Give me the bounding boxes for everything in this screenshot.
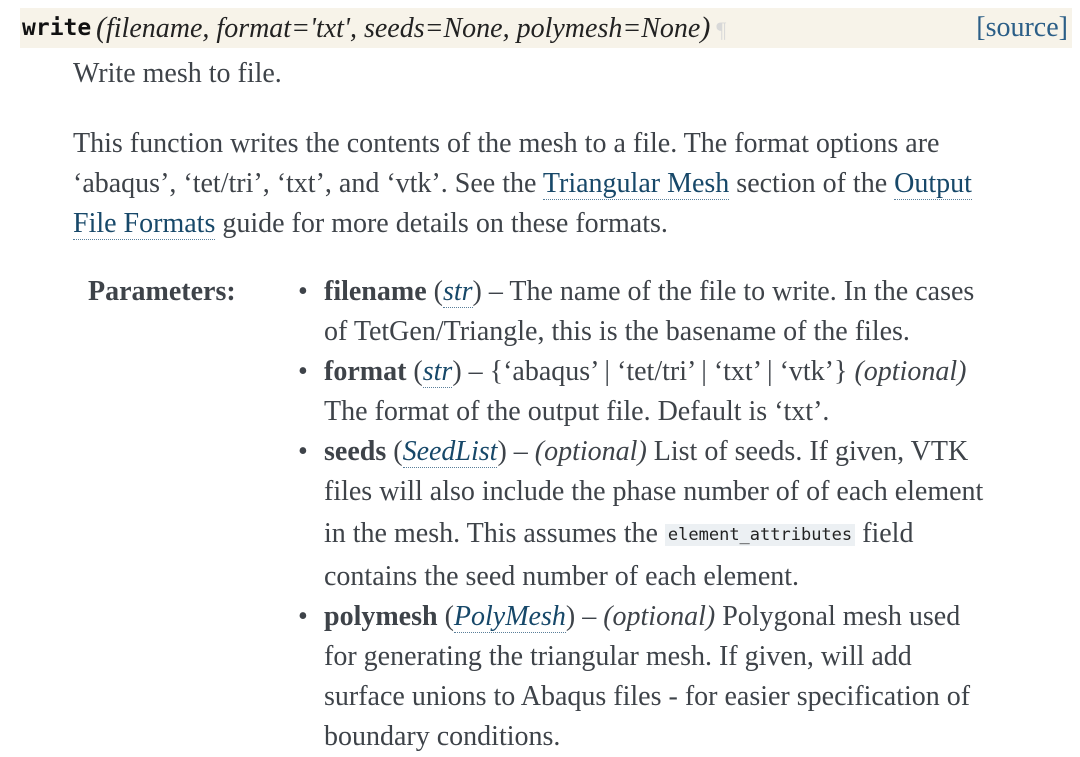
- param-description-line-4: contains the seed number of each element.: [324, 561, 800, 592]
- description-paragraph: [73, 124, 1073, 244]
- description-line-2: [73, 164, 1073, 204]
- function-name: write: [22, 15, 92, 41]
- param-line: [324, 432, 1078, 472]
- description-line-3: [73, 204, 1073, 244]
- param-description-line-2: files will also include the phase number of of each element: [324, 476, 984, 507]
- param-name: polymesh: [324, 601, 438, 632]
- optional-label: (optional): [854, 356, 967, 387]
- description-line-2-mid: section of the: [729, 168, 895, 199]
- optional-label: (optional): [534, 436, 647, 467]
- param-description: Polygonal mesh used: [715, 601, 961, 632]
- param-open-paren: (: [426, 276, 443, 307]
- param-description-line-2: The format of the output file. Default is ‘txt’.: [324, 396, 830, 427]
- param-type-link[interactable]: SeedList: [402, 436, 498, 467]
- parameters-list: [298, 272, 1078, 757]
- param-open-paren: (: [437, 601, 454, 632]
- param-description: – The name of the file to write. In the cases: [481, 276, 975, 307]
- param-description-line-4: boundary conditions.: [324, 721, 561, 752]
- param-open-paren: (: [386, 436, 403, 467]
- element-attributes-code: element_attributes: [665, 524, 855, 546]
- param-description-line-3: surface unions to Abaqus files - for easier specification of: [324, 681, 971, 712]
- param-name: seeds: [324, 436, 387, 467]
- param-type-link[interactable]: str: [422, 356, 453, 387]
- summary-text: Write mesh to file.: [73, 58, 282, 89]
- param-line: [324, 597, 1078, 637]
- param-description-line-3: [324, 512, 1078, 557]
- param-description-line-3-post: field: [855, 518, 914, 549]
- description-line-1: This function writes the contents of the mesh to a file. The format options are: [73, 128, 940, 159]
- param-type-link[interactable]: str: [442, 276, 473, 307]
- signature-params: [96, 8, 726, 50]
- param-description-line-2: of TetGen/Triangle, this is the basename of the files.: [324, 316, 910, 347]
- source-link[interactable]: [source]: [976, 12, 1068, 43]
- param-close-paren: ): [497, 436, 507, 467]
- parameter-item-seeds: [298, 432, 1078, 597]
- signature-params-text: filename, format='txt', seeds=None, polymesh=None: [106, 13, 701, 44]
- bullet-icon: •: [298, 276, 308, 307]
- description-line-3-post: guide for more details on these formats.: [215, 208, 668, 239]
- param-name: filename: [324, 276, 427, 307]
- open-paren: (: [96, 11, 106, 44]
- output-file-formats-link-part-1[interactable]: Output: [894, 168, 972, 199]
- function-signature: [20, 8, 1072, 48]
- param-name: format: [324, 356, 407, 387]
- param-open-paren: (: [406, 356, 423, 387]
- parameter-item-polymesh: [298, 597, 1078, 757]
- param-description-line-3-pre: in the mesh. This assumes the: [324, 518, 665, 549]
- bullet-icon: •: [298, 601, 308, 632]
- param-type-link[interactable]: PolyMesh: [453, 601, 566, 632]
- param-description-line-2: for generating the triangular mesh. If given, will add: [324, 641, 912, 672]
- param-close-paren: ): [452, 356, 462, 387]
- param-line: [324, 272, 1078, 312]
- param-line: [324, 352, 1078, 392]
- parameter-item-format: [298, 352, 1078, 432]
- param-close-paren: ): [472, 276, 482, 307]
- optional-label: (optional): [603, 601, 716, 632]
- bullet-icon: •: [298, 356, 308, 387]
- triangular-mesh-link[interactable]: Triangular Mesh: [542, 168, 730, 199]
- close-paren: ): [700, 11, 711, 44]
- parameters-label: Parameters:: [88, 276, 236, 307]
- parameter-item-filename: [298, 272, 1078, 352]
- param-close-paren: ): [565, 601, 576, 632]
- param-description: List of seeds. If given, VTK: [646, 436, 969, 467]
- description-line-2-pre: ‘abaqus’, ‘tet/tri’, ‘txt’, and ‘vtk’. See the: [73, 168, 543, 199]
- permalink-icon[interactable]: ¶: [716, 17, 727, 42]
- param-description: – {‘abaqus’ | ‘tet/tri’ | ‘txt’ | ‘vtk’}: [461, 356, 855, 387]
- output-file-formats-link-part-2[interactable]: File Formats: [73, 208, 216, 239]
- bullet-icon: •: [298, 436, 308, 467]
- param-dash: –: [575, 601, 604, 632]
- param-dash: –: [506, 436, 535, 467]
